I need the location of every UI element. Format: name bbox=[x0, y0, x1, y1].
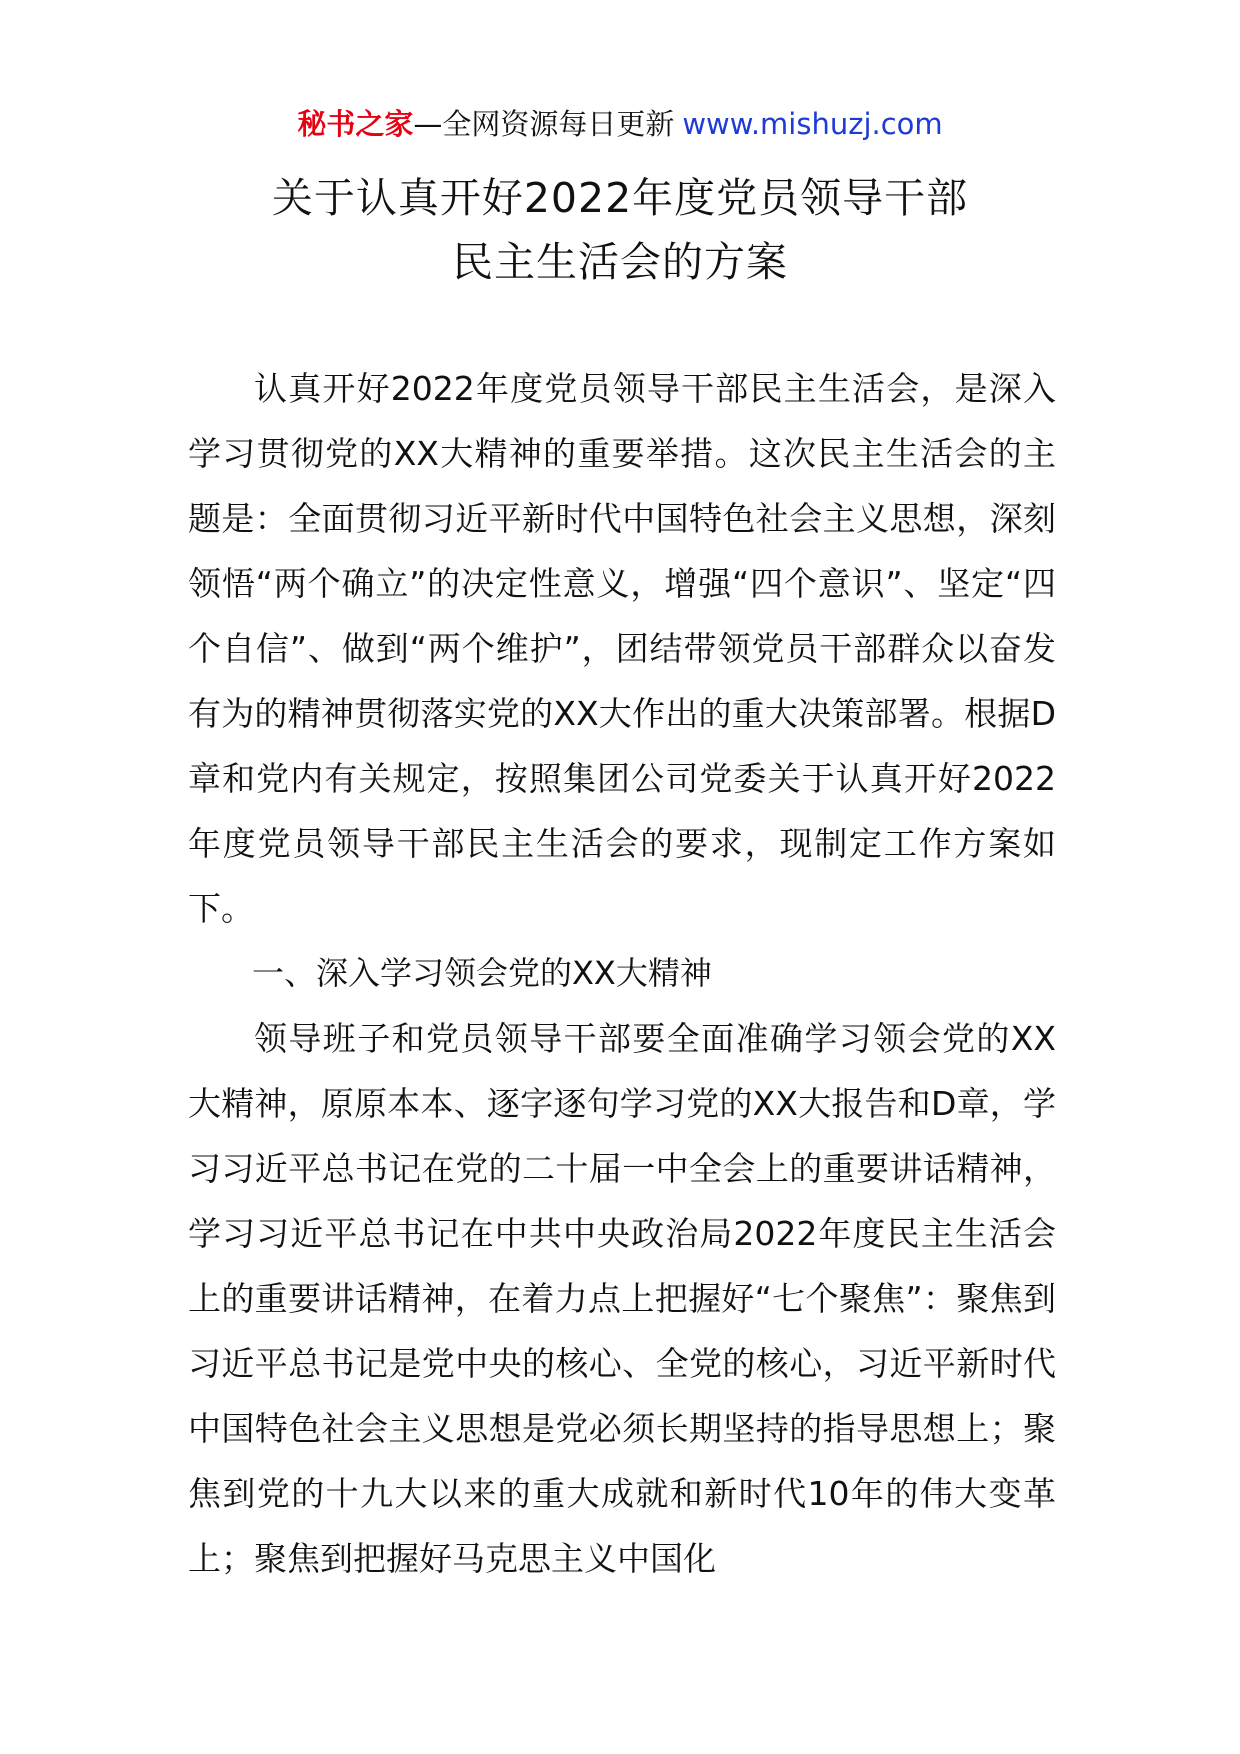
site-url-link[interactable]: www.mishuzj.com bbox=[682, 107, 943, 141]
watermark-header bbox=[0, 104, 1240, 144]
document-title bbox=[0, 166, 1240, 294]
title-line-2: 民主生活会的方案 bbox=[452, 238, 788, 286]
title-line-1: 关于认真开好2022年度党员领导干部 bbox=[271, 174, 969, 222]
section-1-paragraph: 领导班子和党员领导干部要全面准确学习领会党的XX大精神，原原本本、逐字逐句学习党的XX大报告和D章，学习习近平总书记在党的二十届一中全会上的重要讲话精神，学习习近平总书记在中共中央政治局2022年度民主生活会上的重要讲话精神，在着力点上把握好“七个聚焦”：聚焦到习近平总书记是党中央的核心、全党的核心，习近平新时代中国特色社会主义思想是党必须长期坚持的指导思想上；聚焦到党的十九大以来的重大成就和新时代10年的伟大变革上；聚焦到把握好马克思主义中国化 bbox=[188, 1019, 1056, 1578]
section-heading-1: 一、深入学习领会党的XX大精神 bbox=[252, 954, 712, 992]
brand-tagline: —全网资源每日更新 bbox=[413, 107, 675, 141]
document-body bbox=[188, 356, 1056, 1591]
brand-name: 秘书之家 bbox=[297, 107, 414, 141]
intro-paragraph: 认真开好2022年度党员领导干部民主生活会，是深入学习贯彻党的XX大精神的重要举措。这次民主生活会的主题是：全面贯彻习近平新时代中国特色社会主义思想，深刻领悟“两个确立”的决定性意义，增强“四个意识”、坚定“四个自信”、做到“两个维护”，团结带领党员干部群众以奋发有为的精神贯彻落实党的XX大作出的重大决策部署。根据D章和党内有关规定，按照集团公司党委关于认真开好2022年度党员领导干部民主生活会的要求，现制定工作方案如下。 bbox=[188, 369, 1056, 928]
